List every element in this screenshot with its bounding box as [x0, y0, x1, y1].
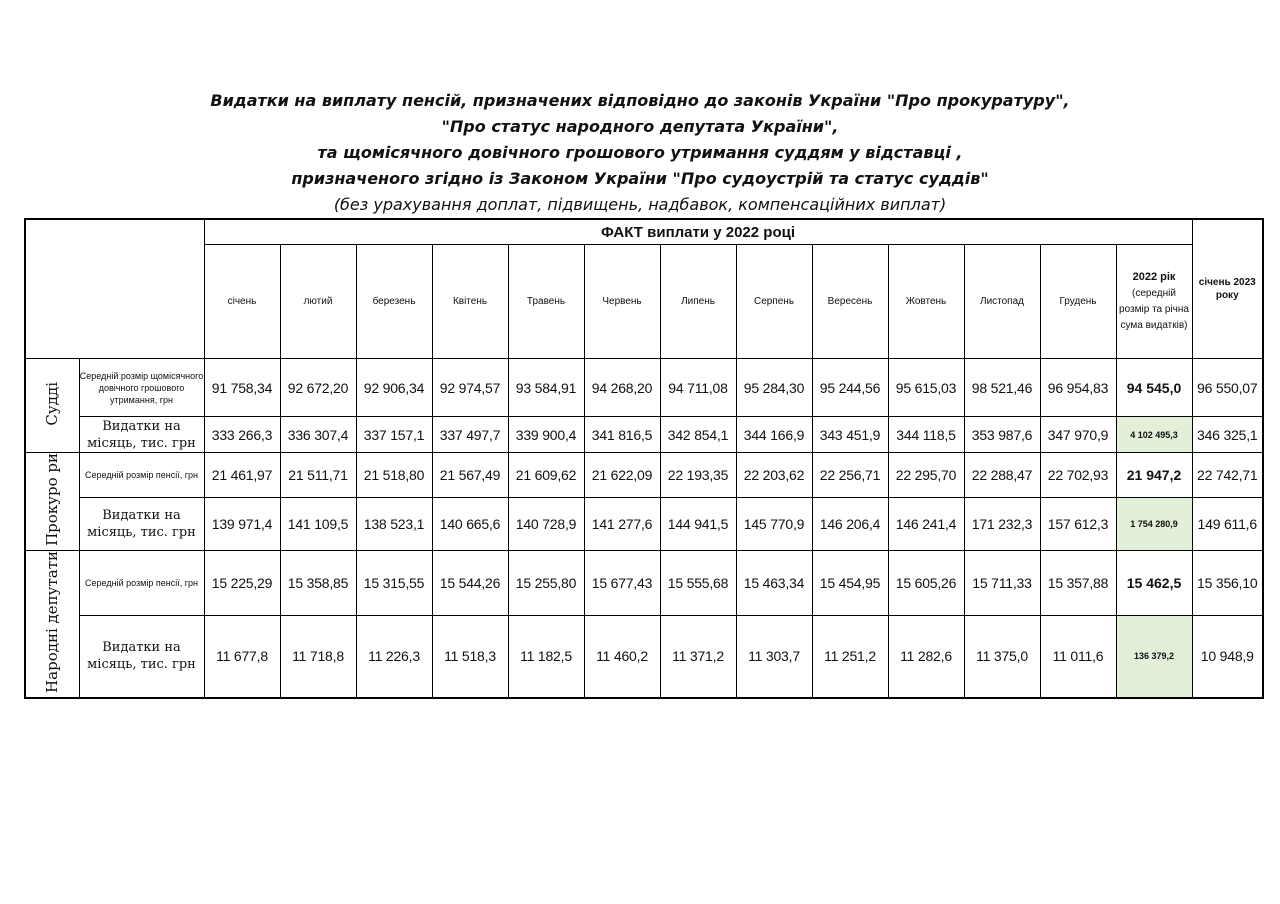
row-label: Видатки на місяць, тис. грн [79, 497, 204, 550]
value-cell: 11 518,3 [432, 615, 508, 697]
value-cell: 341 816,5 [584, 417, 660, 453]
table-row [25, 615, 1263, 697]
value-cell: 342 854,1 [660, 417, 736, 453]
value-cell: 11 282,6 [888, 615, 964, 697]
value-cell: 145 770,9 [736, 497, 812, 550]
row-label: Середній розмір пенсії, грн [79, 453, 204, 498]
value-cell: 140 728,9 [508, 497, 584, 550]
value-cell: 333 266,3 [204, 417, 280, 453]
document-title [0, 88, 1280, 218]
group-label-cell [25, 453, 79, 551]
value-cell: 15 463,34 [736, 550, 812, 615]
value-cell: 92 974,57 [432, 359, 508, 417]
jan2023-cell: 15 356,10 [1192, 550, 1263, 615]
value-cell: 336 307,4 [280, 417, 356, 453]
value-cell: 138 523,1 [356, 497, 432, 550]
value-cell: 92 672,20 [280, 359, 356, 417]
annual-average-cell: 94 545,0 [1116, 359, 1192, 417]
value-cell: 15 454,95 [812, 550, 888, 615]
annual-header [1116, 245, 1192, 359]
value-cell: 15 358,85 [280, 550, 356, 615]
value-cell: 91 758,34 [204, 359, 280, 417]
value-cell: 343 451,9 [812, 417, 888, 453]
value-cell: 157 612,3 [1040, 497, 1116, 550]
value-cell: 94 711,08 [660, 359, 736, 417]
value-cell: 21 518,80 [356, 453, 432, 498]
value-cell: 22 203,62 [736, 453, 812, 498]
table-row [25, 497, 1263, 550]
month-header: Грудень [1040, 245, 1116, 359]
value-cell: 22 193,35 [660, 453, 736, 498]
jan2023-cell: 346 325,1 [1192, 417, 1263, 453]
value-cell: 95 615,03 [888, 359, 964, 417]
value-cell: 11 718,8 [280, 615, 356, 697]
value-cell: 22 295,70 [888, 453, 964, 498]
group-label: Судді [42, 381, 61, 426]
row-label: Видатки на місяць, тис. грн [79, 615, 204, 697]
month-header: Червень [584, 245, 660, 359]
title-line-1: Видатки на виплату пенсій, призначених відповідно до законів України "Про прокуратуру", [210, 91, 1070, 110]
annual-header-note: (середній розмір та річна сума видатків) [1119, 288, 1189, 331]
value-cell: 95 244,56 [812, 359, 888, 417]
row-label: Середній розмір щомісячного довічного грошового утримання, грн [79, 359, 204, 417]
value-cell: 171 232,3 [964, 497, 1040, 550]
fakt-header: ФАКТ виплати у 2022 році [204, 219, 1192, 245]
pension-table [24, 218, 1264, 699]
value-cell: 353 987,6 [964, 417, 1040, 453]
header-row-months [25, 245, 1263, 359]
month-header: лютий [280, 245, 356, 359]
table-row [25, 550, 1263, 615]
month-header: Вересень [812, 245, 888, 359]
value-cell: 21 609,62 [508, 453, 584, 498]
value-cell: 15 357,88 [1040, 550, 1116, 615]
value-cell: 11 460,2 [584, 615, 660, 697]
month-header: Жовтень [888, 245, 964, 359]
value-cell: 146 206,4 [812, 497, 888, 550]
title-line-3: та щомісячного довічного грошового утримання суддям у відставці , [317, 143, 963, 162]
corner-cell [25, 219, 204, 359]
value-cell: 15 605,26 [888, 550, 964, 615]
value-cell: 92 906,34 [356, 359, 432, 417]
value-cell: 144 941,5 [660, 497, 736, 550]
value-cell: 337 497,7 [432, 417, 508, 453]
jan2023-cell: 10 948,9 [1192, 615, 1263, 697]
value-cell: 15 555,68 [660, 550, 736, 615]
row-label: Середній розмір пенсії, грн [79, 550, 204, 615]
annual-average-cell: 21 947,2 [1116, 453, 1192, 498]
value-cell: 141 109,5 [280, 497, 356, 550]
value-cell: 22 288,47 [964, 453, 1040, 498]
value-cell: 21 511,71 [280, 453, 356, 498]
month-header: Серпень [736, 245, 812, 359]
annual-total-cell: 136 379,2 [1116, 615, 1192, 697]
header-row-1 [25, 219, 1263, 245]
month-header: Листопад [964, 245, 1040, 359]
value-cell: 22 702,93 [1040, 453, 1116, 498]
value-cell: 96 954,83 [1040, 359, 1116, 417]
jan2023-cell: 96 550,07 [1192, 359, 1263, 417]
value-cell: 95 284,30 [736, 359, 812, 417]
month-header: березень [356, 245, 432, 359]
row-label: Видатки на місяць, тис. грн [79, 417, 204, 453]
value-cell: 339 900,4 [508, 417, 584, 453]
value-cell: 22 256,71 [812, 453, 888, 498]
value-cell: 11 371,2 [660, 615, 736, 697]
group-label: Народні депутати [42, 550, 61, 693]
group-label-cell [25, 550, 79, 697]
month-header: січень [204, 245, 280, 359]
group-label: Прокуро ри [42, 453, 61, 546]
table-row [25, 417, 1263, 453]
annual-average-cell: 15 462,5 [1116, 550, 1192, 615]
table-row [25, 453, 1263, 498]
subtitle: (без урахування доплат, підвищень, надбавок, компенсаційних виплат) [333, 195, 947, 214]
annual-header-title: 2022 рік [1132, 271, 1176, 283]
value-cell: 21 461,97 [204, 453, 280, 498]
value-cell: 11 375,0 [964, 615, 1040, 697]
value-cell: 94 268,20 [584, 359, 660, 417]
value-cell: 11 251,2 [812, 615, 888, 697]
month-header: Травень [508, 245, 584, 359]
value-cell: 21 622,09 [584, 453, 660, 498]
value-cell: 347 970,9 [1040, 417, 1116, 453]
value-cell: 11 303,7 [736, 615, 812, 697]
annual-total-cell: 1 754 280,9 [1116, 497, 1192, 550]
jan2023-cell: 149 611,6 [1192, 497, 1263, 550]
jan2023-cell: 22 742,71 [1192, 453, 1263, 498]
value-cell: 140 665,6 [432, 497, 508, 550]
value-cell: 141 277,6 [584, 497, 660, 550]
value-cell: 15 255,80 [508, 550, 584, 615]
value-cell: 337 157,1 [356, 417, 432, 453]
title-line-4: призначеного згідно із Законом України "Про судоустрій та статус суддів" [291, 169, 989, 188]
month-header: Липень [660, 245, 736, 359]
jan2023-header: січень 2023 року [1192, 219, 1263, 359]
title-line-2: "Про статус народного депутата України", [441, 117, 839, 136]
value-cell: 139 971,4 [204, 497, 280, 550]
value-cell: 93 584,91 [508, 359, 584, 417]
value-cell: 146 241,4 [888, 497, 964, 550]
group-label-cell [25, 359, 79, 453]
value-cell: 15 711,33 [964, 550, 1040, 615]
annual-total-cell: 4 102 495,3 [1116, 417, 1192, 453]
table-row [25, 359, 1263, 417]
value-cell: 15 315,55 [356, 550, 432, 615]
value-cell: 98 521,46 [964, 359, 1040, 417]
value-cell: 344 118,5 [888, 417, 964, 453]
value-cell: 11 677,8 [204, 615, 280, 697]
value-cell: 15 544,26 [432, 550, 508, 615]
value-cell: 11 182,5 [508, 615, 584, 697]
value-cell: 11 226,3 [356, 615, 432, 697]
value-cell: 15 677,43 [584, 550, 660, 615]
value-cell: 11 011,6 [1040, 615, 1116, 697]
value-cell: 15 225,29 [204, 550, 280, 615]
month-header: Квітень [432, 245, 508, 359]
value-cell: 21 567,49 [432, 453, 508, 498]
value-cell: 344 166,9 [736, 417, 812, 453]
